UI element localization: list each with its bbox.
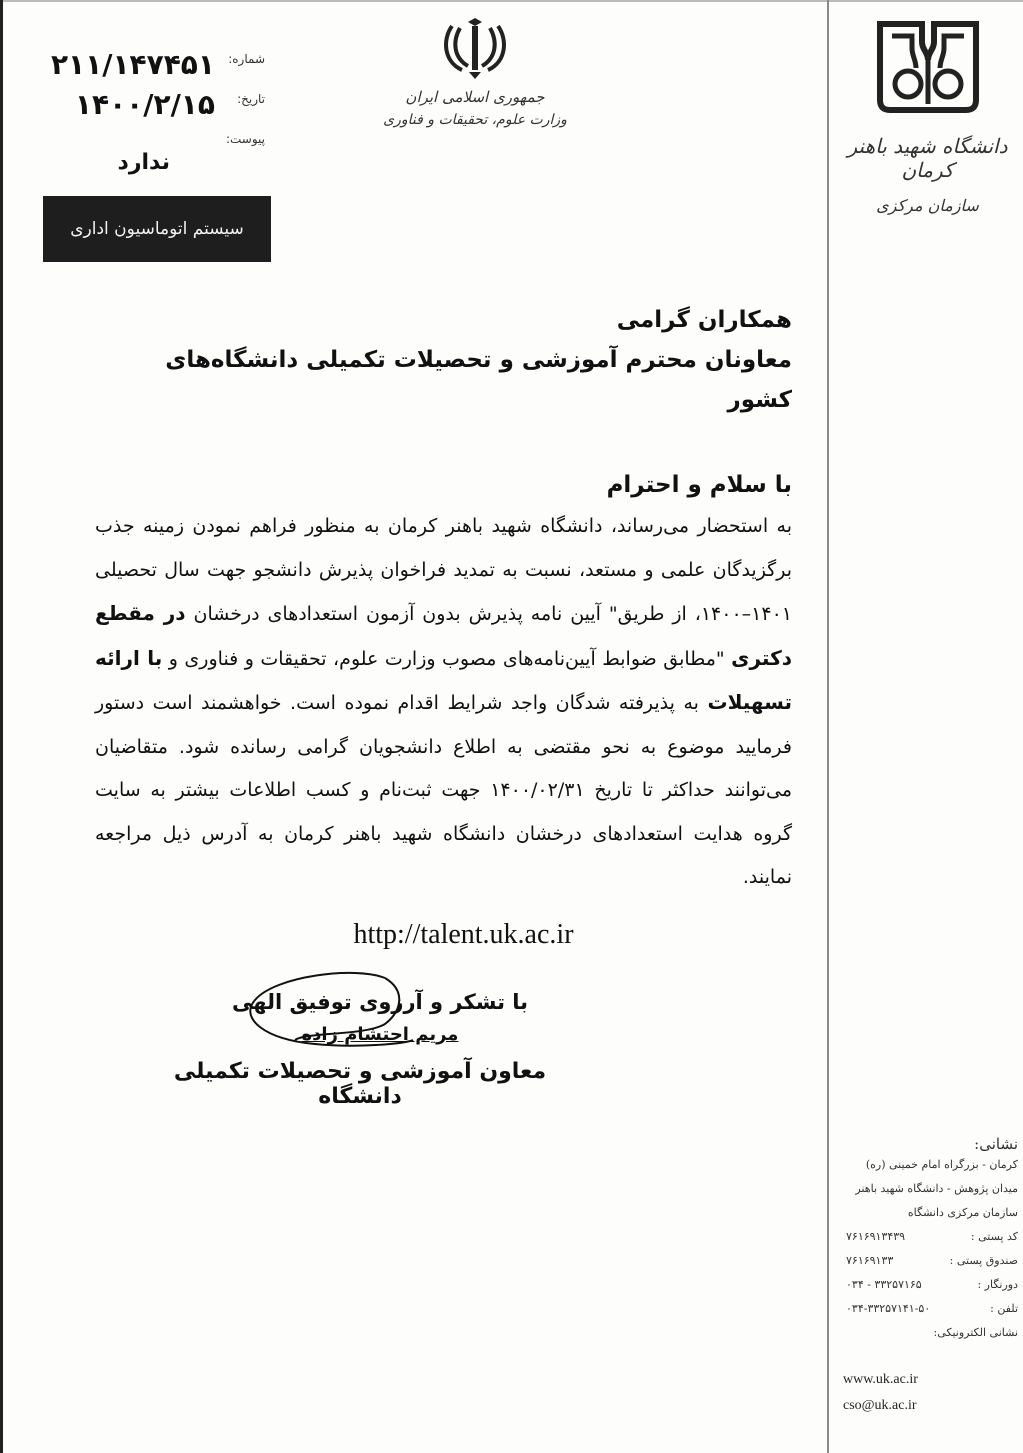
letter-body: [95, 300, 792, 951]
meta-attachment-row: [55, 128, 265, 175]
fax-value: ۰۳۴ - ۳۳۲۵۷۱۶۵: [846, 1278, 922, 1291]
number-value: ۲۱۱/۱۴۷۴۵۱: [50, 48, 215, 81]
body-bold-doctoral: در مقطع دکتری: [95, 601, 792, 670]
address-line: کرمان - بزرگراه امام خمینی (ره): [865, 1158, 1018, 1171]
university-name: دانشگاه شهید باهنر کرمان: [847, 134, 1008, 182]
attachment-label: پیوست:: [225, 132, 265, 146]
address-title: نشانی:: [974, 1135, 1018, 1153]
po-box-row: [840, 1249, 1018, 1273]
postal-code-row: [840, 1225, 1018, 1249]
iran-emblem-header: [380, 18, 570, 128]
meta-date-row: [55, 88, 265, 128]
emblem-country-text: جمهوری اسلامی ایران: [405, 88, 545, 106]
body-text-1: به استحضار می‌رساند، دانشگاه شهید باهنر کرمان به منظور فراهم نمودن زمینه جذب برگزیدگان علمی و مستعد، نسبت به تمدید فراخوان پذیرش دانشجو جهت سال تحصیلی ۱۴۰۱–۱۴۰۰، از طریق" آیین نامه پذیرش بدون آزمون استعدادهای درخشان: [95, 515, 792, 625]
phone-label: تلفن :: [990, 1302, 1018, 1315]
university-header: [835, 18, 1020, 215]
page-top-edge: [0, 0, 1023, 2]
body-text-3: به پذیرفته شدگان واجد شرایط اقدام نموده است. خواهشمند است دستور فرمایید موضوع به نحو مقتضی به اطلاع دانشجویان گرامی رسانده شود. متقاضیان می‌توانند حداکثر تا تاریخ ۱۴۰۰/۰۲/۳۱ جهت ثبت‌نام و کسب اطلاعات بیشتر به سایت گروه هدایت استعدادهای درخشان دانشگاه شهید باهنر کرمان به آدرس ذیل مراجعه نمایند.: [95, 692, 792, 888]
closing-phrase: با تشکر و آرزوی توفیق الهی: [231, 990, 529, 1014]
attachment-value: ندارد: [117, 150, 170, 175]
greeting: با سلام و احترام: [606, 472, 792, 498]
recipient: معاونان محترم آموزشی و تحصیلات تکمیلی دانشگاه‌های کشور: [165, 347, 792, 413]
po-box-label: صندوق پستی :: [949, 1254, 1018, 1267]
page-left-edge: [0, 0, 3, 1453]
number-label: شماره:: [228, 52, 265, 66]
signer-name: مریم احتشام زاده: [301, 1024, 459, 1045]
salutation: همکاران گرامی: [616, 307, 792, 333]
university-logo-icon: [876, 18, 980, 114]
body-text-2: "مطابق ضوابط آیین‌نامه‌های مصوب وزارت علوم، تحقیقات و فناوری و: [162, 647, 732, 670]
closing-block: [140, 990, 580, 1109]
talent-site-link[interactable]: http://talent.uk.ac.ir: [353, 918, 574, 950]
date-value: ۱۴۰۰/۲/۱۵: [74, 88, 215, 121]
address-line: میدان پژوهش - دانشگاه شهید باهنر: [855, 1182, 1018, 1195]
email-link[interactable]: cso@uk.ac.ir: [843, 1398, 917, 1413]
date-label: تاریخ:: [237, 92, 265, 106]
fax-label: دورنگار :: [977, 1278, 1018, 1291]
signer-title: معاون آموزشی و تحصیلات تکمیلی دانشگاه: [173, 1059, 547, 1109]
address-block: [840, 1135, 1018, 1419]
po-box-value: ۷۶۱۶۹۱۳۳: [846, 1254, 894, 1267]
postal-code-label: کد پستی :: [970, 1230, 1018, 1243]
body-paragraph: [95, 505, 792, 900]
website-link[interactable]: www.uk.ac.ir: [843, 1372, 918, 1387]
margin-divider-line: [827, 0, 829, 1453]
university-subunit: سازمان مرکزی: [876, 196, 979, 215]
fax-row: [840, 1273, 1018, 1297]
emblem-ministry-text: وزارت علوم، تحقیقات و فناوری: [383, 112, 567, 128]
meta-number-row: [50, 48, 265, 88]
address-line: سازمان مرکزی دانشگاه: [907, 1206, 1018, 1219]
email-label: نشانی الکترونیکی:: [933, 1326, 1018, 1339]
automation-system-badge: سیستم اتوماسیون اداری: [43, 196, 271, 262]
letter-meta: [50, 48, 265, 175]
postal-code-value: ۷۶۱۶۹۱۳۴۳۹: [846, 1230, 906, 1243]
phone-row: [840, 1297, 1018, 1321]
iran-emblem-icon: [440, 18, 510, 80]
phone-value: ۰۳۴-۳۳۲۵۷۱۴۱-۵۰: [846, 1302, 931, 1315]
body-bold-facilities: با ارائه تسهیلات: [95, 645, 792, 714]
